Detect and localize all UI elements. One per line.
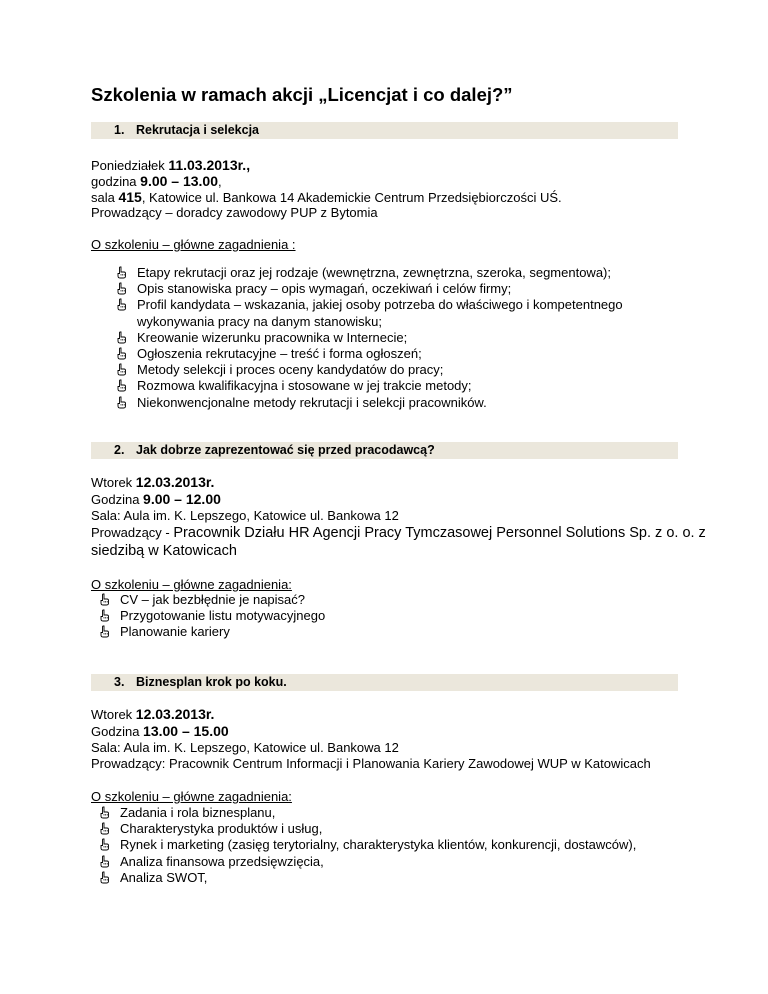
list-item: Analiza SWOT, [98,870,636,886]
pointing-hand-icon [98,593,110,606]
section-number: 3. [114,675,125,689]
pointing-hand-icon [98,838,110,851]
section-3-topics-label: O szkoleniu – główne zagadnienia: [91,789,292,804]
section-1-date-line: Poniedziałek 11.03.2013r., [91,157,251,173]
list-item: Metody selekcji i proces oceny kandydatów do pracy; [115,362,677,378]
pointing-hand-icon [115,282,127,295]
section-3-hours-line: Godzina 13.00 – 15.00 [91,723,229,739]
section-1-topics-label: O szkoleniu – główne zagadnienia : [91,237,296,252]
pointing-hand-icon [98,855,110,868]
section-2-date-line: Wtorek 12.03.2013r. [91,474,215,490]
section-2-host-line2: siedzibą w Katowicach [91,543,237,559]
pointing-hand-icon [115,379,127,392]
section-2-topics-label: O szkoleniu – główne zagadnienia: [91,577,292,592]
section-1-room: 415 [118,189,142,205]
section-2-host-line1: Prowadzący - Pracownik Działu HR Agencji Pracy Tymczasowej Personnel Solutions Sp. z o. o. z [91,525,706,541]
pointing-hand-icon [115,347,127,360]
document-title: Szkolenia w ramach akcji „Licencjat i co dalej?” [91,84,513,105]
section-3-date: 12.03.2013r. [135,706,215,722]
pointing-hand-icon [98,609,110,622]
list-item: Rozmowa kwalifikacyjna i stosowane w jej trakcie metody; [115,378,677,394]
list-item: Analiza finansowa przedsięwzięcia, [98,854,636,870]
section-number: 1. [114,123,125,137]
list-item: CV – jak bezbłędnie je napisać? [98,592,325,608]
list-item: Planowanie kariery [98,624,325,640]
pointing-hand-icon [98,871,110,884]
list-item: Kreowanie wizerunku pracownika w Internecie; [115,330,677,346]
list-item: Przygotowanie listu motywacyjnego [98,608,325,624]
list-item: Opis stanowiska pracy – opis wymagań, oczekiwań i celów firmy; [115,281,677,297]
list-item: Charakterystyka produktów i usług, [98,821,636,837]
section-1-room-line: sala 415, Katowice ul. Bankowa 14 Akademickie Centrum Przedsiębiorczości UŚ. [91,189,562,205]
list-item: Ogłoszenia rekrutacyjne – treść i forma ogłoszeń; [115,346,677,362]
section-1-header [91,122,678,139]
section-2-date: 12.03.2013r. [135,474,215,490]
section-3-room: Sala: Aula im. K. Lepszego, Katowice ul. Bankowa 12 [91,740,399,755]
section-number: 2. [114,443,125,457]
list-item: Rynek i marketing (zasięg terytorialny, charakterystyka klientów, konkurencji, dostawców), [98,837,636,853]
section-3-host: Prowadzący: Pracownik Centrum Informacji i Planowania Kariery Zawodowej WUP w Katowicach [91,756,651,771]
pointing-hand-icon [115,266,127,279]
list-item: Profil kandydata – wskazania, jakiej osoby potrzeba do właściwego i kompetentnego wykonywania pracy na danym stanowisku; [115,297,677,329]
section-1-topics-list [115,265,677,411]
pointing-hand-icon [98,806,110,819]
pointing-hand-icon [98,822,110,835]
section-1-hours-line: godzina 9.00 – 13.00, [91,173,222,189]
list-item: Niekonwencjonalne metody rekrutacji i selekcji pracowników. [115,395,677,411]
section-1-hours: 9.00 – 13.00 [140,173,219,189]
section-heading: Rekrutacja i selekcja [136,123,259,137]
section-3-date-line: Wtorek 12.03.2013r. [91,706,215,722]
pointing-hand-icon [115,331,127,344]
section-2-hours-line: Godzina 9.00 – 12.00 [91,491,221,507]
section-1-host: Prowadzący – doradcy zawodowy PUP z Bytomia [91,205,378,220]
section-3-topics-list [98,805,636,886]
pointing-hand-icon [115,396,127,409]
section-3-hours: 13.00 – 15.00 [143,723,229,739]
section-heading: Biznesplan krok po koku. [136,675,287,689]
section-1-date: 11.03.2013r., [168,157,251,173]
section-2-room: Sala: Aula im. K. Lepszego, Katowice ul. Bankowa 12 [91,508,399,523]
pointing-hand-icon [115,298,127,311]
list-item: Etapy rekrutacji oraz jej rodzaje (wewnętrzna, zewnętrzna, szeroka, segmentowa); [115,265,677,281]
section-heading: Jak dobrze zaprezentować się przed pracodawcą? [136,443,435,457]
section-2-header [91,442,678,459]
section-2-hours: 9.00 – 12.00 [143,491,221,507]
section-3-header [91,674,678,691]
pointing-hand-icon [115,363,127,376]
list-item: Zadania i rola biznesplanu, [98,805,636,821]
section-2-topics-list [98,592,325,641]
pointing-hand-icon [98,625,110,638]
